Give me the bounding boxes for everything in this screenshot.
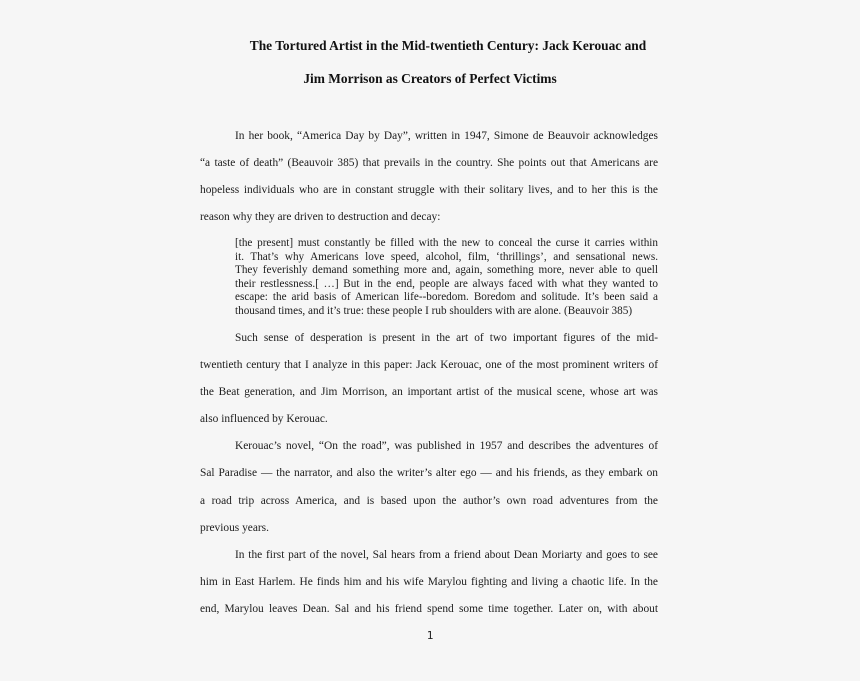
- paragraph-4-line-2: him in East Harlem. He finds him and his wife Marylou fighting and living a chaotic life. In the: [200, 576, 658, 588]
- block-quote-line-3: They feverishly demand something more and, again, something more, never able to quell: [235, 264, 658, 276]
- paragraph-4-line-1: In the first part of the novel, Sal hears from a friend about Dean Moriarty and goes to see: [235, 549, 658, 561]
- paragraph-1-line-3: hopeless individuals who are in constant struggle with their solitary lives, and to her this is the: [200, 184, 658, 196]
- paragraph-2-line-2: twentieth century that I analyze in this paper: Jack Kerouac, one of the most prominent writers of: [200, 359, 658, 371]
- paragraph-3-line-1: Kerouac’s novel, “On the road”, was published in 1957 and describes the adventures of: [235, 440, 658, 452]
- block-quote-line-4: their restlessness.[ …] But in the end, people are always faced with what they wanted to: [235, 277, 658, 290]
- document-title-line-2: Jim Morrison as Creators of Perfect Victims: [303, 71, 557, 86]
- paragraph-3-line-3: a road trip across America, and is based upon the author’s own road adventures from the: [200, 495, 658, 507]
- paragraph-2-line-1: Such sense of desperation is present in the art of two important figures of the mid-: [235, 332, 658, 344]
- document-title-line-1: The Tortured Artist in the Mid-twentieth Century: Jack Kerouac and: [249, 38, 647, 53]
- paragraph-2-line-4: also influenced by Kerouac.: [200, 413, 328, 425]
- paragraph-1-line-2: “a taste of death” (Beauvoir 385) that prevails in the country. She points out that Americans are: [200, 157, 658, 169]
- page-number: 1: [426, 629, 434, 642]
- block-quote-line-1: [the present] must constantly be filled with the new to conceal the curse it carries within: [235, 237, 658, 249]
- paragraph-3-line-2: Sal Paradise — the narrator, and also the writer’s alter ego — and his friends, as they embark on: [200, 467, 658, 479]
- paragraph-3-line-4: previous years.: [200, 522, 269, 534]
- block-quote: [235, 237, 658, 318]
- paragraph-1-line-4: reason why they are driven to destruction and decay:: [200, 211, 441, 223]
- paragraph-4-line-3: end, Marylou leaves Dean. Sal and his friend spend some time together. Later on, with about: [200, 603, 658, 615]
- block-quote-line-5: escape: the arid basis of American life--boredom. Boredom and solitude. It’s been said a: [235, 291, 658, 303]
- paragraph-2-line-3: the Beat generation, and Jim Morrison, an important artist of the musical scene, whose art was: [200, 386, 658, 398]
- block-quote-line-2: it. That’s why Americans love speed, alcohol, film, ‘thrillings’, and sensational news.: [235, 250, 658, 263]
- block-quote-line-6: thousand times, and it’s true: these people I rub shoulders with are alone. (Beauvoir 385): [235, 304, 633, 317]
- paragraph-1-line-1: In her book, “America Day by Day”, written in 1947, Simone de Beauvoir acknowledges: [235, 130, 658, 142]
